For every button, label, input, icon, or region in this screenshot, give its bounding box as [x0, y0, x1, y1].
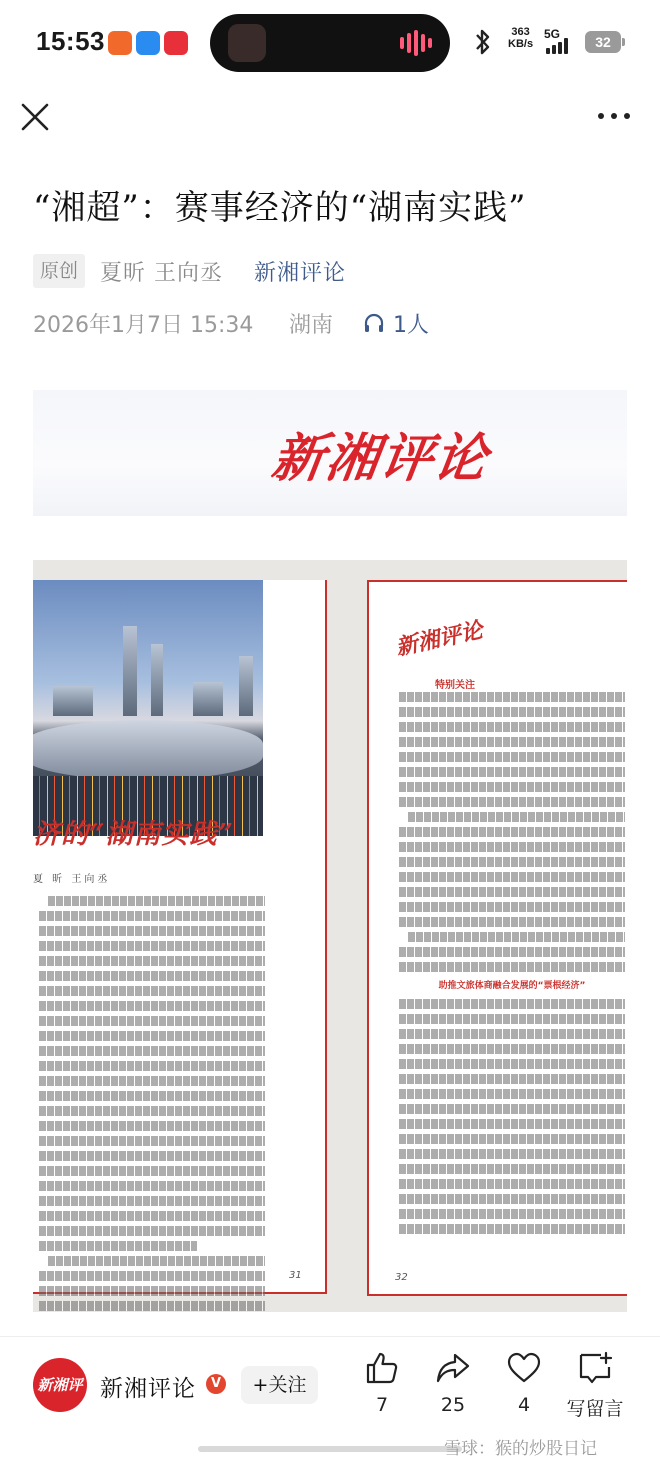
more-icon [596, 104, 632, 128]
listeners-counter[interactable] [362, 308, 429, 339]
close-button[interactable] [18, 100, 52, 134]
favorite-count: 4 [517, 1394, 531, 1416]
signal-icon [546, 48, 550, 54]
stadium-photo [33, 580, 263, 836]
network-type: 5G [544, 27, 561, 41]
publish-location: 湖南 [289, 313, 334, 338]
comment-button[interactable] [560, 1350, 630, 1421]
network-speed [508, 26, 533, 50]
section-label: 特别关注 [435, 680, 475, 691]
home-indicator[interactable] [198, 1446, 462, 1452]
bottom-divider [0, 1336, 660, 1337]
watermark-text: 雪球：猴的炒股日记 [444, 1439, 597, 1459]
signal-icon [564, 38, 568, 54]
account-name[interactable]: 新湘评论 [100, 1376, 196, 1402]
magazine-body-text [399, 692, 625, 1239]
share-count: 25 [440, 1394, 466, 1416]
magazine-left-page [33, 580, 327, 1294]
magazine-logo: 新湘评论 [393, 617, 486, 661]
share-button[interactable] [421, 1350, 485, 1416]
close-icon [18, 100, 52, 134]
magazine-byline: 夏 昕 王向丞 [33, 874, 111, 885]
building [53, 686, 93, 716]
signal-icon [552, 45, 556, 54]
status-bar [0, 0, 660, 88]
share-icon [435, 1350, 471, 1386]
audio-wave-icon [407, 33, 411, 53]
source-link[interactable]: 新湘评论 [254, 261, 347, 286]
signal-icon [558, 42, 562, 54]
thumbs-up-icon [364, 1350, 400, 1386]
account-avatar[interactable]: 新湘评论 [33, 1358, 87, 1412]
article-title: “湘超”：赛事经济的“湖南实践” [33, 188, 527, 228]
article-authors: 夏昕 王向丞 [100, 261, 223, 286]
heart-icon [506, 1350, 542, 1386]
listeners-count: 1人 [393, 313, 429, 338]
follow-button[interactable]: +关注 [241, 1366, 318, 1404]
comment-label: 写留言 [566, 1398, 624, 1420]
more-button[interactable] [596, 104, 632, 128]
app-notification-icon [164, 31, 188, 55]
audio-wave-icon [428, 38, 432, 48]
page-number: 31 [289, 1270, 302, 1281]
publish-date: 2026年1月7日 15:34 [33, 313, 254, 338]
skyscraper [123, 626, 137, 716]
app-notification-icon [108, 31, 132, 55]
app-notification-icon [136, 31, 160, 55]
original-tag: 原创 [33, 254, 85, 288]
audio-wave-icon [400, 37, 404, 49]
like-button[interactable] [350, 1350, 414, 1416]
magazine-body-text [39, 896, 265, 1312]
magazine-subhead: 助推文旅体商融合发展的“票根经济” [438, 981, 586, 991]
building [193, 682, 223, 716]
battery-tip [622, 38, 625, 46]
battery-icon: 32 [585, 31, 621, 53]
network-speed-value: 363 [511, 26, 530, 38]
audio-wave-icon [421, 34, 425, 52]
favorite-button[interactable] [492, 1350, 556, 1416]
banner-logo: 新湘评论 [268, 428, 493, 489]
page-number: 32 [395, 1272, 408, 1283]
bluetooth-icon [474, 28, 492, 62]
skyscraper [239, 656, 253, 716]
status-time: 15:53 [36, 26, 105, 56]
like-count: 7 [375, 1394, 389, 1416]
magazine-spread-image[interactable] [33, 560, 627, 1312]
headphones-icon [362, 311, 386, 335]
magazine-headline: 济的“湖南实践” [33, 819, 235, 850]
skyscraper [151, 644, 163, 716]
verified-badge-icon: V [206, 1374, 226, 1394]
audio-wave-icon [414, 30, 418, 56]
network-speed-unit: KB/s [508, 38, 534, 50]
magazine-right-page [367, 580, 627, 1296]
banner-image [33, 390, 627, 516]
media-thumbnail [228, 24, 266, 62]
stadium-roof [33, 720, 263, 780]
comment-plus-icon [577, 1350, 613, 1386]
